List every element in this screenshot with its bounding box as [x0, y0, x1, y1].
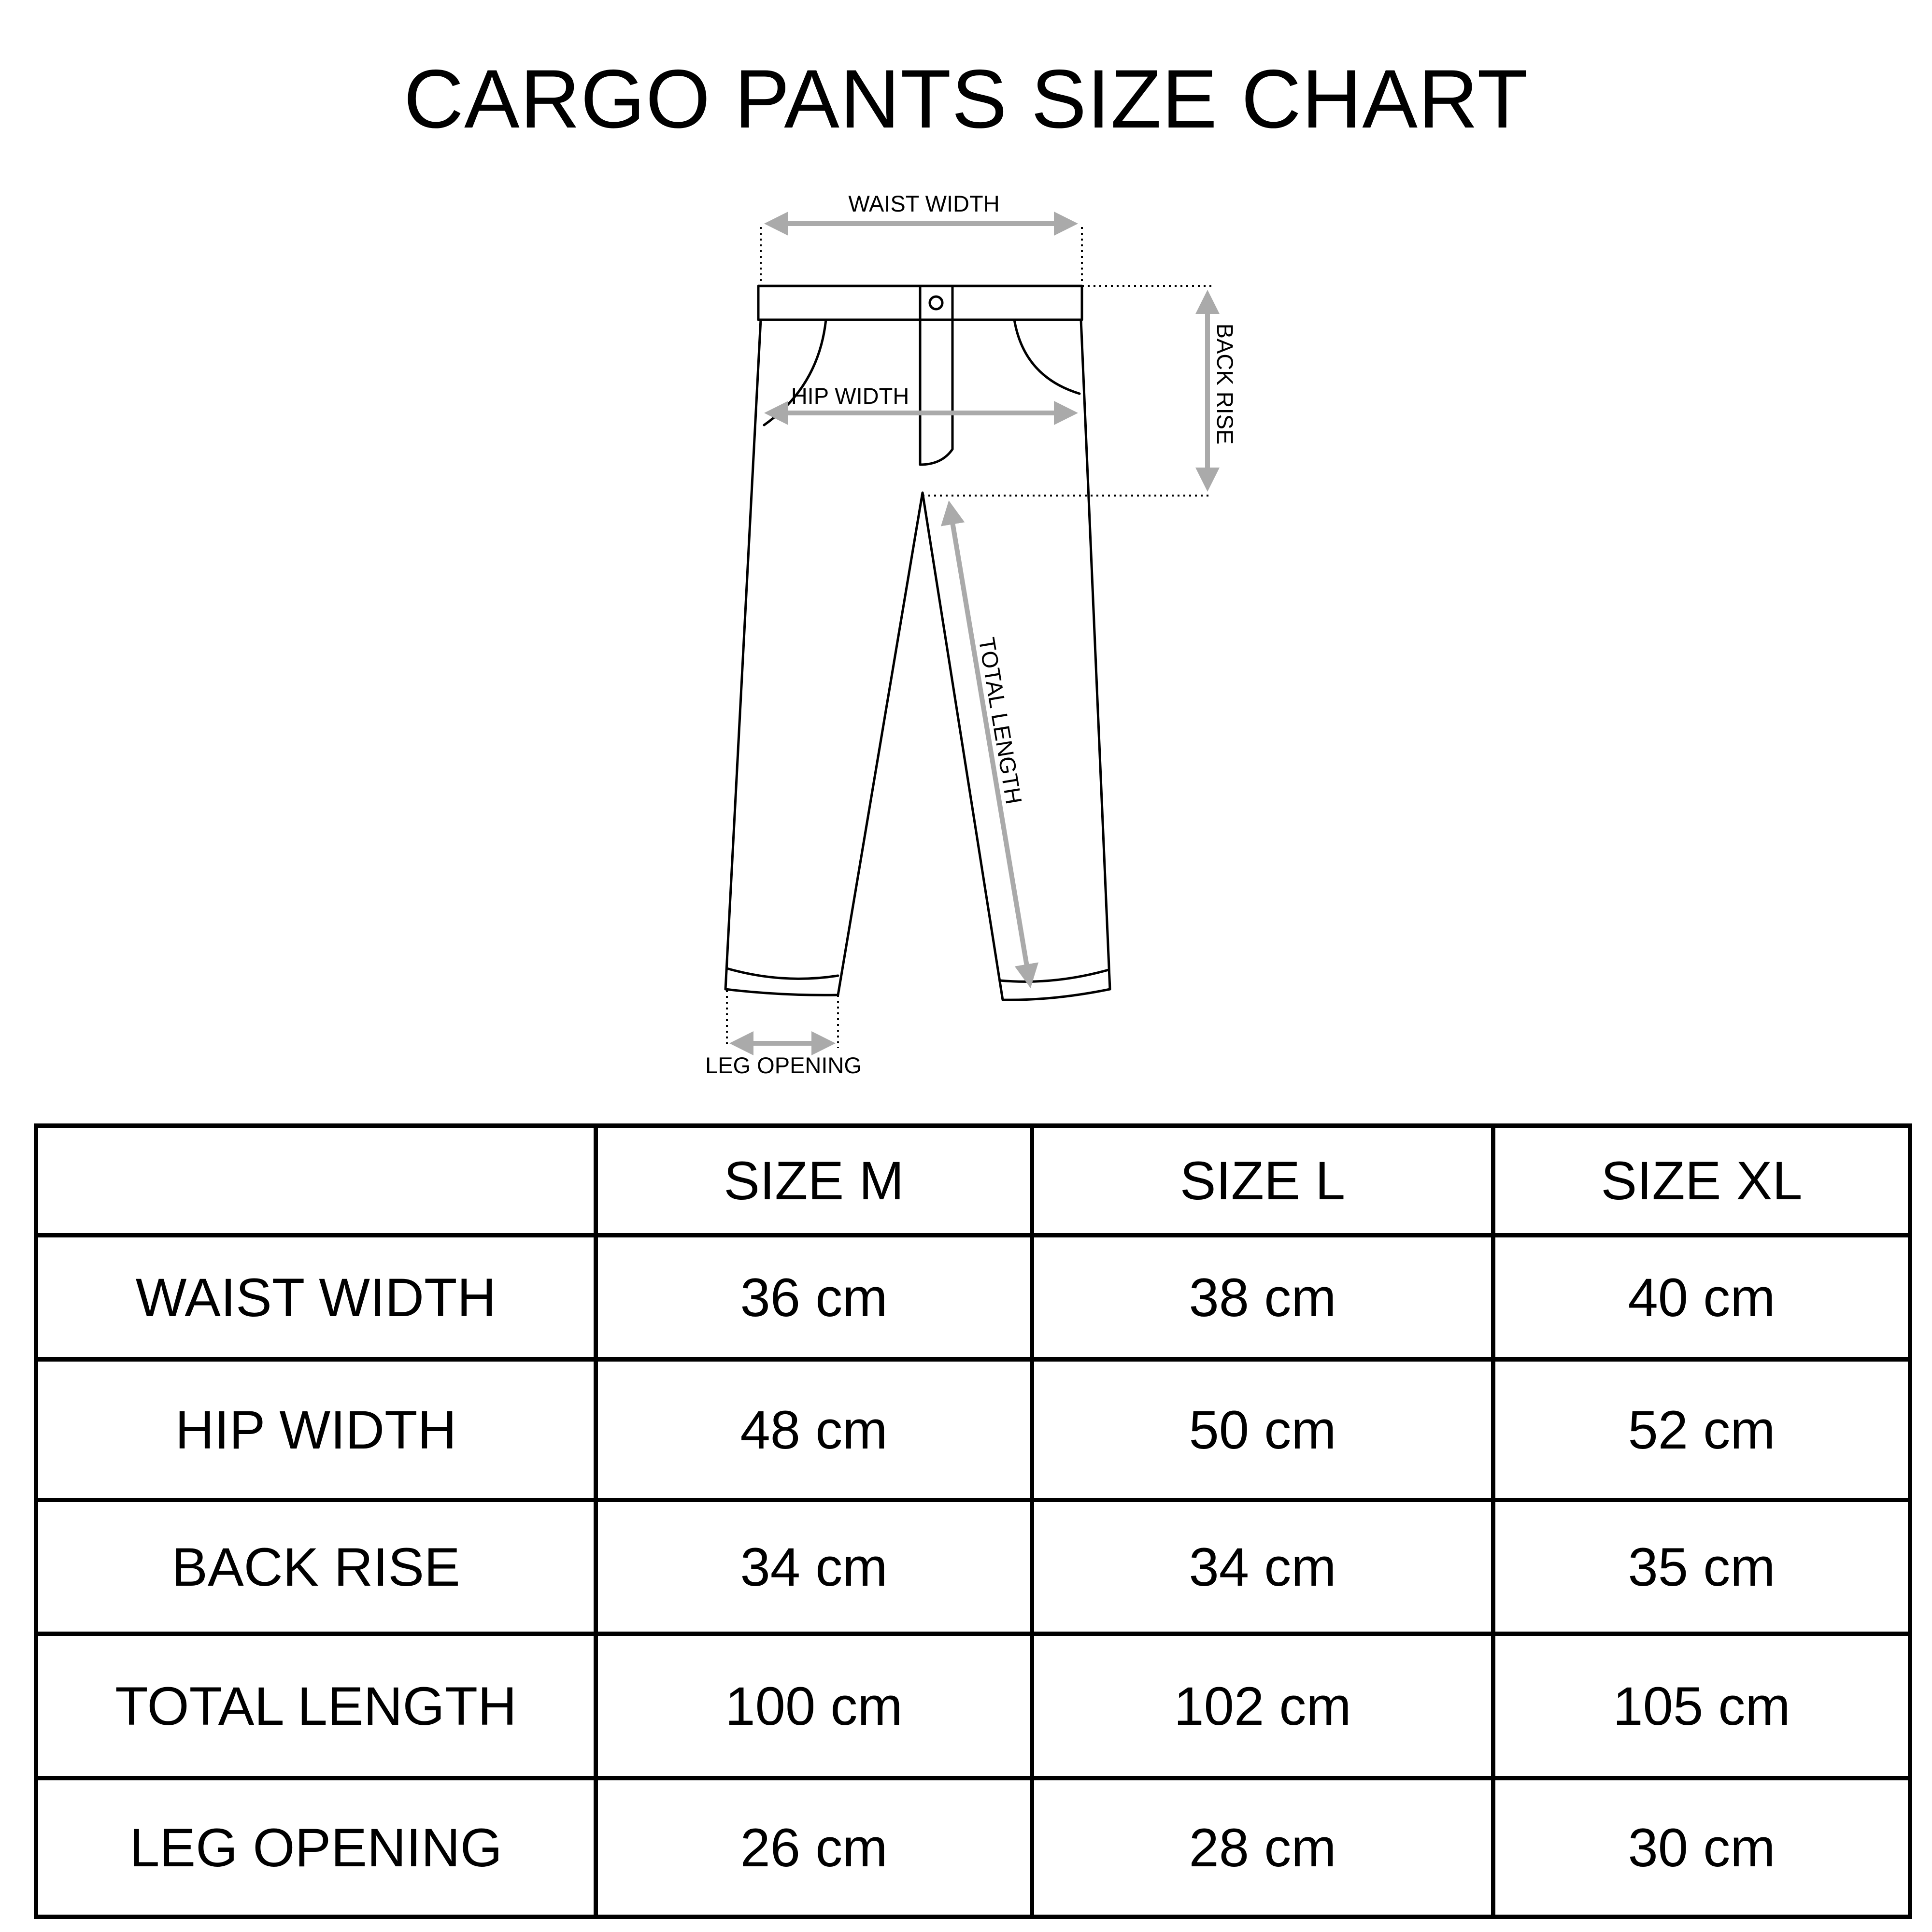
table-row	[36, 1634, 1910, 1778]
row-label-waist-width: WAIST WIDTH	[36, 1236, 596, 1360]
column-header-size-m: SIZE M	[596, 1126, 1032, 1236]
table-cell: 105 cm	[1493, 1634, 1910, 1778]
table-row	[36, 1360, 1910, 1500]
table-cell: 30 cm	[1493, 1778, 1910, 1917]
back-rise-label: BACK RISE	[1212, 323, 1238, 445]
hip-width-label: HIP WIDTH	[791, 383, 909, 409]
page-title: CARGO PANTS SIZE CHART	[403, 53, 1529, 145]
table-cell: 48 cm	[596, 1360, 1032, 1500]
table-cell: 36 cm	[596, 1236, 1032, 1360]
row-label-hip-width: HIP WIDTH	[36, 1360, 596, 1500]
total-length-label: TOTAL LENGTH	[974, 635, 1027, 806]
waist-width-label: WAIST WIDTH	[848, 191, 1000, 216]
table-cell: 34 cm	[1032, 1500, 1493, 1634]
table-header-row	[36, 1126, 1910, 1236]
table-corner-cell	[36, 1126, 596, 1236]
size-table	[34, 1123, 1912, 1919]
row-label-total-length: TOTAL LENGTH	[36, 1634, 596, 1778]
table-row	[36, 1236, 1910, 1360]
table-cell: 38 cm	[1032, 1236, 1493, 1360]
pants-outline	[725, 286, 1110, 1000]
table-cell: 26 cm	[596, 1778, 1032, 1917]
leg-opening-label: LEG OPENING	[705, 1052, 862, 1078]
table-cell: 100 cm	[596, 1634, 1032, 1778]
table-cell: 34 cm	[596, 1500, 1032, 1634]
table-cell: 40 cm	[1493, 1236, 1910, 1360]
table-row	[36, 1500, 1910, 1634]
column-header-size-xl: SIZE XL	[1493, 1126, 1910, 1236]
table-cell: 102 cm	[1032, 1634, 1493, 1778]
column-header-size-l: SIZE L	[1032, 1126, 1493, 1236]
row-label-leg-opening: LEG OPENING	[36, 1778, 596, 1917]
table-cell: 52 cm	[1493, 1360, 1910, 1500]
table-row	[36, 1778, 1910, 1917]
table-cell: 35 cm	[1493, 1500, 1910, 1634]
row-label-back-rise: BACK RISE	[36, 1500, 596, 1634]
table-cell: 28 cm	[1032, 1778, 1493, 1917]
pants-body	[725, 320, 1110, 1000]
table-cell: 50 cm	[1032, 1360, 1493, 1500]
